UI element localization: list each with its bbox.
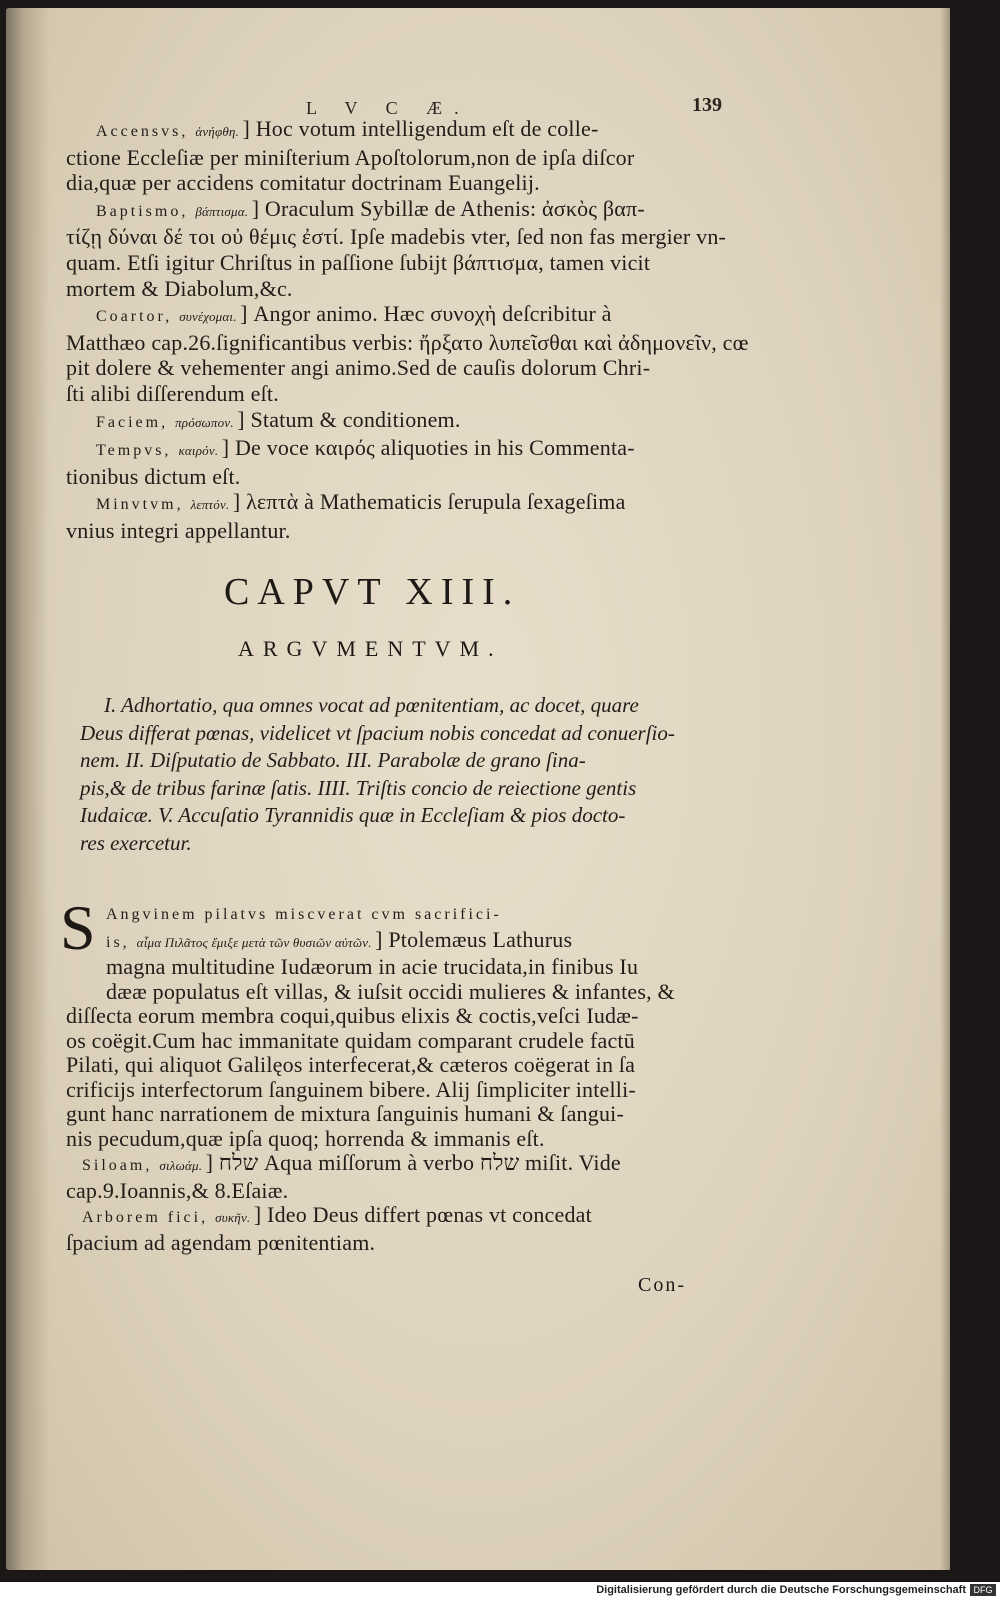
text-line: [66, 464, 736, 490]
catchword: Con-: [638, 1274, 686, 1296]
body-text: mortem & Diabolum,&c.: [66, 275, 293, 301]
chapter-title: CAPVT XIII.: [224, 571, 521, 613]
funding-credit: Digitalisierung gefördert durch die Deutsche Forschungsgemeinschaft: [596, 1584, 966, 1596]
body-text: ] λεπτὰ à Mathematicis ſerupula ſexageſima: [232, 489, 626, 515]
text-line: [66, 1053, 736, 1078]
argument-line: pis,& de tribus farinæ ſatis. IIII. Triſtis concio de reiectione gentis: [80, 775, 637, 800]
text-line: [66, 170, 736, 196]
body-text: ] Oraculum Sybillæ de Athenis: ἀσκὸς βαπ-: [251, 195, 645, 221]
text-block-lower: [66, 900, 736, 1255]
body-text: pit dolere & vehementer angi animo.Sed de cauſis dolorum Chri-: [66, 355, 651, 381]
text-line: [66, 1127, 736, 1152]
body-text: dia,quæ per accidens comitatur doctrinam Euangelij.: [66, 170, 540, 196]
body-text: crificijs interfectorum ſanguinem bibere. Alij ſimpliciter intelli-: [66, 1076, 636, 1102]
body-text: vnius integri appellantur.: [66, 517, 291, 543]
text-line: [66, 1029, 736, 1054]
text-line: [66, 518, 736, 544]
lemma: Baptismo,: [96, 202, 196, 220]
body-text: ] Ideo Deus differt pœnas vt concedat: [253, 1202, 592, 1227]
body-text: τίζῃ δύναι δέ τοι οὐ θέμις ἐστί. Ipſe madebis vter, ſed non fas mergier vn-: [66, 224, 727, 250]
text-line: [66, 1179, 736, 1204]
body-text: diſſecta eorum membra coqui,quibus elixis & coctis,veſci Iudæ-: [66, 1003, 639, 1028]
text-line: [66, 1102, 736, 1127]
text-line: [66, 928, 736, 956]
greek-gloss: βάπτισμα.: [195, 203, 252, 219]
body-text: ] Angor animo. Hæc συνοχὴ deſcribitur à: [240, 301, 612, 327]
text-line: [66, 276, 736, 302]
argument-line: Iudaicæ. V. Accuſatio Tyrannidis quæ in Eccleſiam & pios docto-: [80, 803, 626, 827]
text-block-upper: [66, 116, 749, 544]
lemma: Angvinem pilatvs miscverat cvm sacrifici-: [106, 906, 502, 923]
greek-gloss: αἷμα Πιλᾶτος ἔμιξε μετὰ τῶν θυσιῶν αὐτῶν.: [136, 934, 376, 950]
lemma: Siloam,: [82, 1157, 160, 1174]
body-text: ] Hoc votum intelligendum eſt de colle-: [242, 116, 599, 141]
body-text: Matthæo cap.26.ſignificantibus verbis: ἤρξατο λυπεῖσθαι καὶ ἀδημονεῖν, cœ: [66, 329, 749, 355]
body-text: nis pecudum,quæ ipſa quoq; horrenda & immanis eſt.: [66, 1125, 545, 1151]
text-line: [66, 116, 736, 145]
body-text: magna multitudine Iudæorum in acie trucidata,in finibus Iu: [106, 954, 639, 979]
body-text: Pilati, qui aliquot Galilęos interfecerat,& cæteros coëgerat in ſa: [66, 1052, 636, 1077]
greek-gloss: συκῆν.: [215, 1210, 254, 1225]
text-line: [66, 955, 736, 980]
greek-gloss: συνέχομαι.: [179, 309, 241, 325]
text-line: [66, 301, 736, 330]
text-line: [66, 900, 736, 928]
body-text: gunt hanc narrationem de mixtura ſanguinis humani & ſangui-: [66, 1101, 624, 1126]
argument-heading: ARGVMENTVM.: [238, 636, 503, 661]
text-line: [66, 1231, 736, 1256]
lemma: Accensvs,: [96, 123, 196, 140]
greek-gloss: καιρόν.: [178, 443, 222, 459]
greek-gloss: ἀνήφθη.: [195, 124, 243, 139]
body-text: dææ populatus eſt villas, & iuſsit occidi mulieres & infantes, &: [106, 978, 675, 1004]
lemma: Faciem,: [96, 413, 176, 431]
greek-gloss: σιλωάμ.: [159, 1158, 206, 1173]
greek-gloss: λεπτόν.: [190, 497, 233, 513]
body-text: os coëgit.Cum hac immanitate quidam comparant crudele factū: [66, 1027, 635, 1053]
argument-line: res exercetur.: [80, 830, 192, 855]
body-text: ctione Eccleſiæ per miniſterium Apoſtolorum,non de ipſa diſcor: [66, 144, 635, 170]
text-line: [66, 407, 736, 436]
body-text: ] De voce καιρός aliquoties in his Commenta-: [221, 435, 635, 461]
text-line: [66, 1151, 736, 1179]
footer-bar: [0, 1582, 1000, 1600]
text-line: [66, 250, 736, 276]
text-line: [66, 1078, 736, 1103]
lemma: Minvtvm,: [96, 496, 191, 514]
argument-summary: [80, 692, 750, 857]
argument-line: I. Adhortatio, qua omnes vocat ad pœnitentiam, ac docet, quare: [104, 693, 639, 717]
body-text: ] Statum & conditionem.: [237, 406, 461, 432]
text-line: [66, 145, 736, 171]
greek-gloss: πρόσωπον.: [175, 414, 238, 430]
text-line: [66, 1004, 736, 1029]
text-line: [66, 980, 736, 1005]
body-text: ] Ptolemæus Lathurus: [375, 926, 573, 952]
text-line: [66, 329, 749, 356]
body-text: ſpacium ad agendam pœnitentiam.: [66, 1229, 376, 1255]
page-edge: [940, 8, 950, 1570]
text-line: [66, 196, 736, 225]
argument-line: nem. II. Diſputatio de Sabbato. III. Parabolæ de grano ſina-: [80, 748, 586, 772]
lemma: Tempvs,: [96, 442, 179, 460]
text-line: [66, 355, 736, 381]
body-text: ] שלח Aqua miſſorum à verbo שלח miſit. Vide: [205, 1150, 621, 1175]
page-number: 139: [692, 94, 722, 116]
text-line: [66, 224, 736, 250]
lemma: is,: [106, 933, 137, 951]
drop-cap: S: [60, 892, 96, 963]
body-text: tionibus dictum eſt.: [66, 463, 241, 489]
body-text: cap.9.Ioannis,& 8.Eſaiæ.: [66, 1177, 289, 1203]
running-head: L V C Æ.: [306, 98, 471, 118]
body-text: quam. Etſi igitur Chriſtus in paſſione ſubijt βάπτισμα, tamen vicit: [66, 249, 651, 275]
dfg-logo: DFG: [970, 1584, 996, 1596]
text-line: [66, 381, 736, 407]
book-page: [6, 8, 950, 1570]
text-line: [66, 489, 736, 518]
text-line: [66, 435, 736, 464]
argument-line: Deus differat pœnas, videlicet vt ſpacium nobis concedat ad conuerſio-: [80, 720, 675, 745]
body-text: ſti alibi diſſerendum eſt.: [66, 380, 279, 406]
lemma: Coartor,: [96, 308, 180, 326]
text-line: [66, 1203, 736, 1231]
lemma: Arborem fici,: [82, 1209, 216, 1226]
page-gutter: [6, 8, 50, 1570]
